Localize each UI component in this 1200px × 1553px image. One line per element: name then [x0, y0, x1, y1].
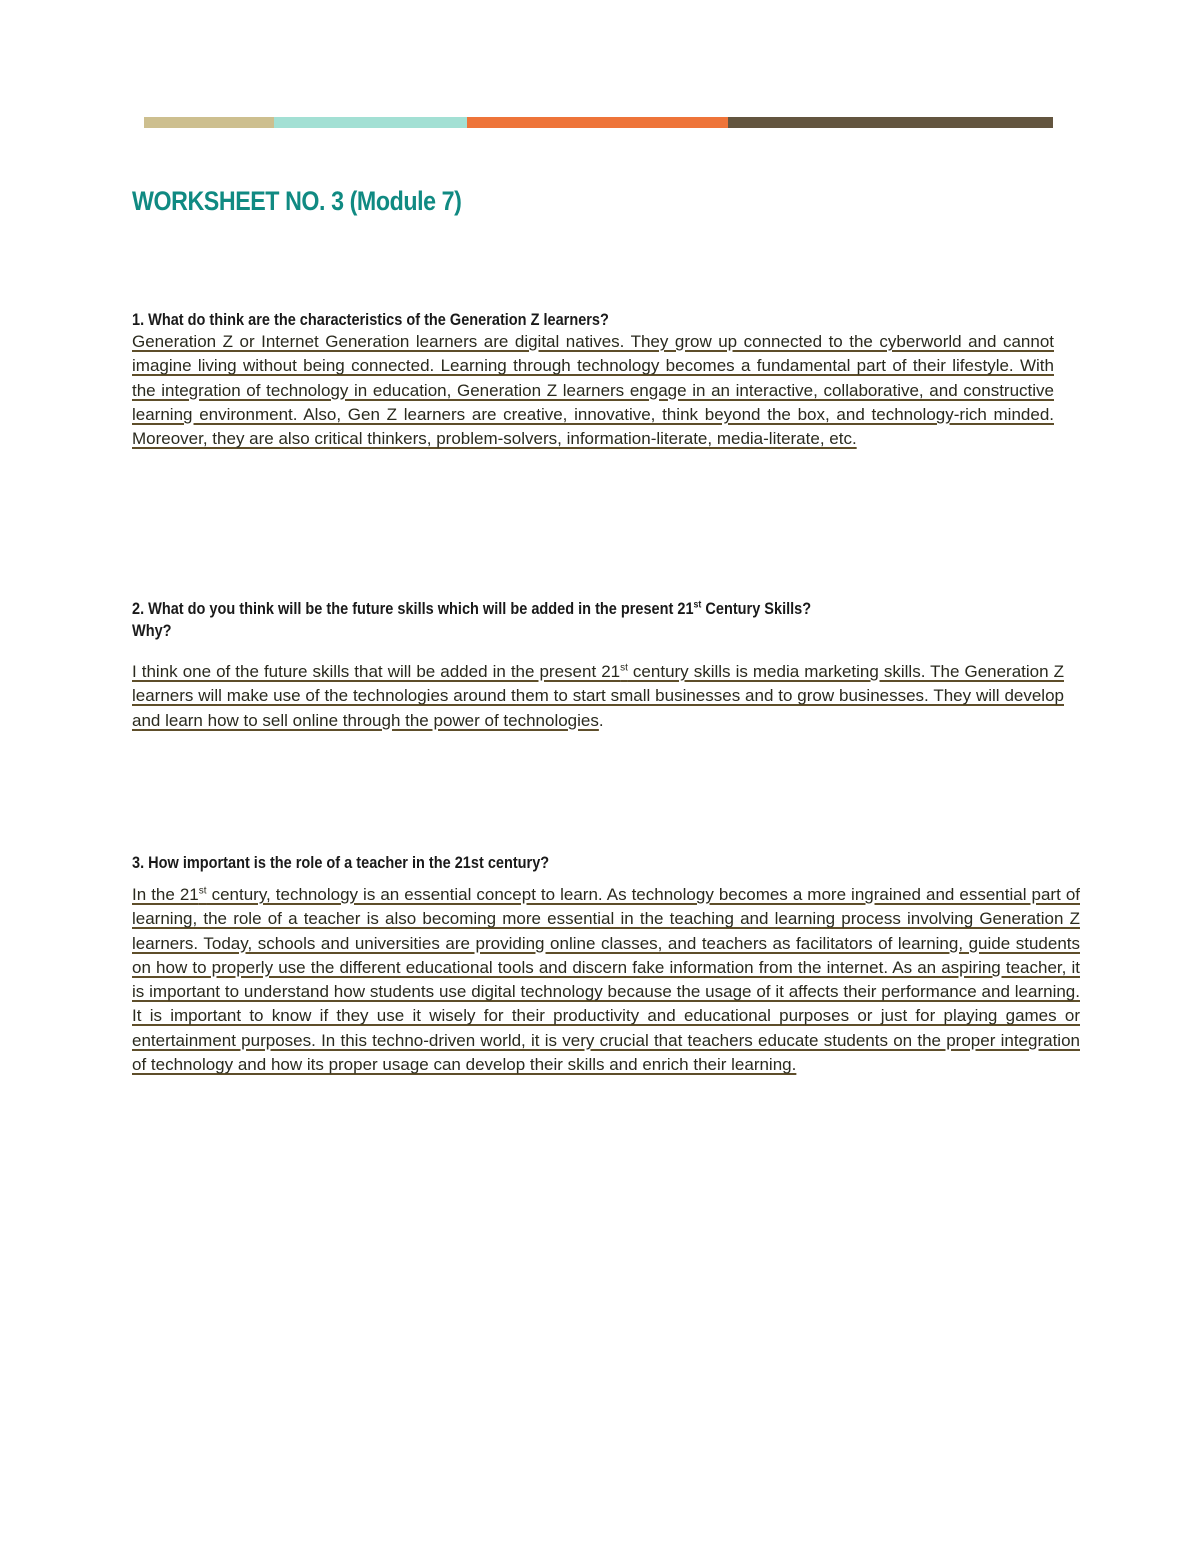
answer-3-part-1: In the 21	[132, 885, 199, 904]
answer-2-superscript: st	[620, 662, 628, 674]
question-1-text: 1. What do think are the characteristics of the Generation Z learners?	[132, 311, 609, 329]
answer-1	[132, 330, 1054, 451]
question-2-line-2: Why?	[132, 622, 172, 640]
question-3	[132, 852, 606, 874]
color-bar-segment-tan	[144, 117, 274, 128]
worksheet-title: WORKSHEET NO. 3 (Module 7)	[132, 186, 462, 216]
answer-2	[132, 660, 1064, 733]
answer-2-end: .	[598, 710, 604, 730]
answer-1-text: Generation Z or Internet Generation learners are digital natives. They grow up connected to the cyberworld and cannot imagine living without being connected. Learning through technology becomes a fundamental part of their lifestyle. With the integration of technology in education, Generation Z learners engage in an interactive, collaborative, and constructive learning environment. Also, Gen Z learners are creative, innovative, think beyond the box, and technology-rich minded. Moreover, they are also critical thinkers, problem-solvers, information-literate, media-literate, etc.	[132, 332, 1054, 449]
decorative-color-bar	[144, 117, 1053, 128]
question-2-part-2: Century Skills?	[701, 600, 812, 618]
answer-3-part-2: century, technology is an essential concept to learn. As technology becomes a more ingrained and essential part of learning, the role of a teacher is also becoming more essential in the teaching and learning process involving Generation Z learners. Today, schools and universities are providing online classes, and teachers as facilitators of learning, guide students on how to properly use the different educational tools and discern fake information from the internet. As an aspiring teacher, it is important to understand how students use digital technology because the usage of it affects their performance and learning. It is important to know if they use it wisely for their productivity and educational purposes or just for playing games or entertainment purposes. In this techno-driven world, it is very crucial that teachers educate students on the proper integration of technology and how its proper usage can develop their skills and enrich their learning.	[132, 885, 1080, 1075]
color-bar-segment-orange	[467, 117, 728, 128]
question-2-text	[132, 598, 811, 642]
answer-2-part-2: century skills is media marketing skills. The Generation Z learners will make use of the technologies around them to start small businesses and to grow businesses. They will develop and learn how to sell online through the power of technologies	[132, 662, 1064, 730]
question-2	[132, 598, 904, 642]
question-1	[132, 309, 674, 331]
answer-2-part-1: I think one of the future skills that will be added in the present 21	[132, 662, 621, 681]
color-bar-segment-brown	[728, 117, 1053, 128]
question-3-text: 3. How important is the role of a teacher in the 21st century?	[132, 854, 550, 872]
color-bar-segment-mint	[274, 117, 467, 128]
question-2-part-1: 2. What do you think will be the future skills which will be added in the present 21	[132, 600, 694, 618]
answer-3-superscript: st	[198, 885, 207, 897]
answer-3-text	[132, 885, 1080, 1074]
answer-3	[132, 883, 1080, 1077]
question-2-superscript: st	[693, 599, 702, 611]
